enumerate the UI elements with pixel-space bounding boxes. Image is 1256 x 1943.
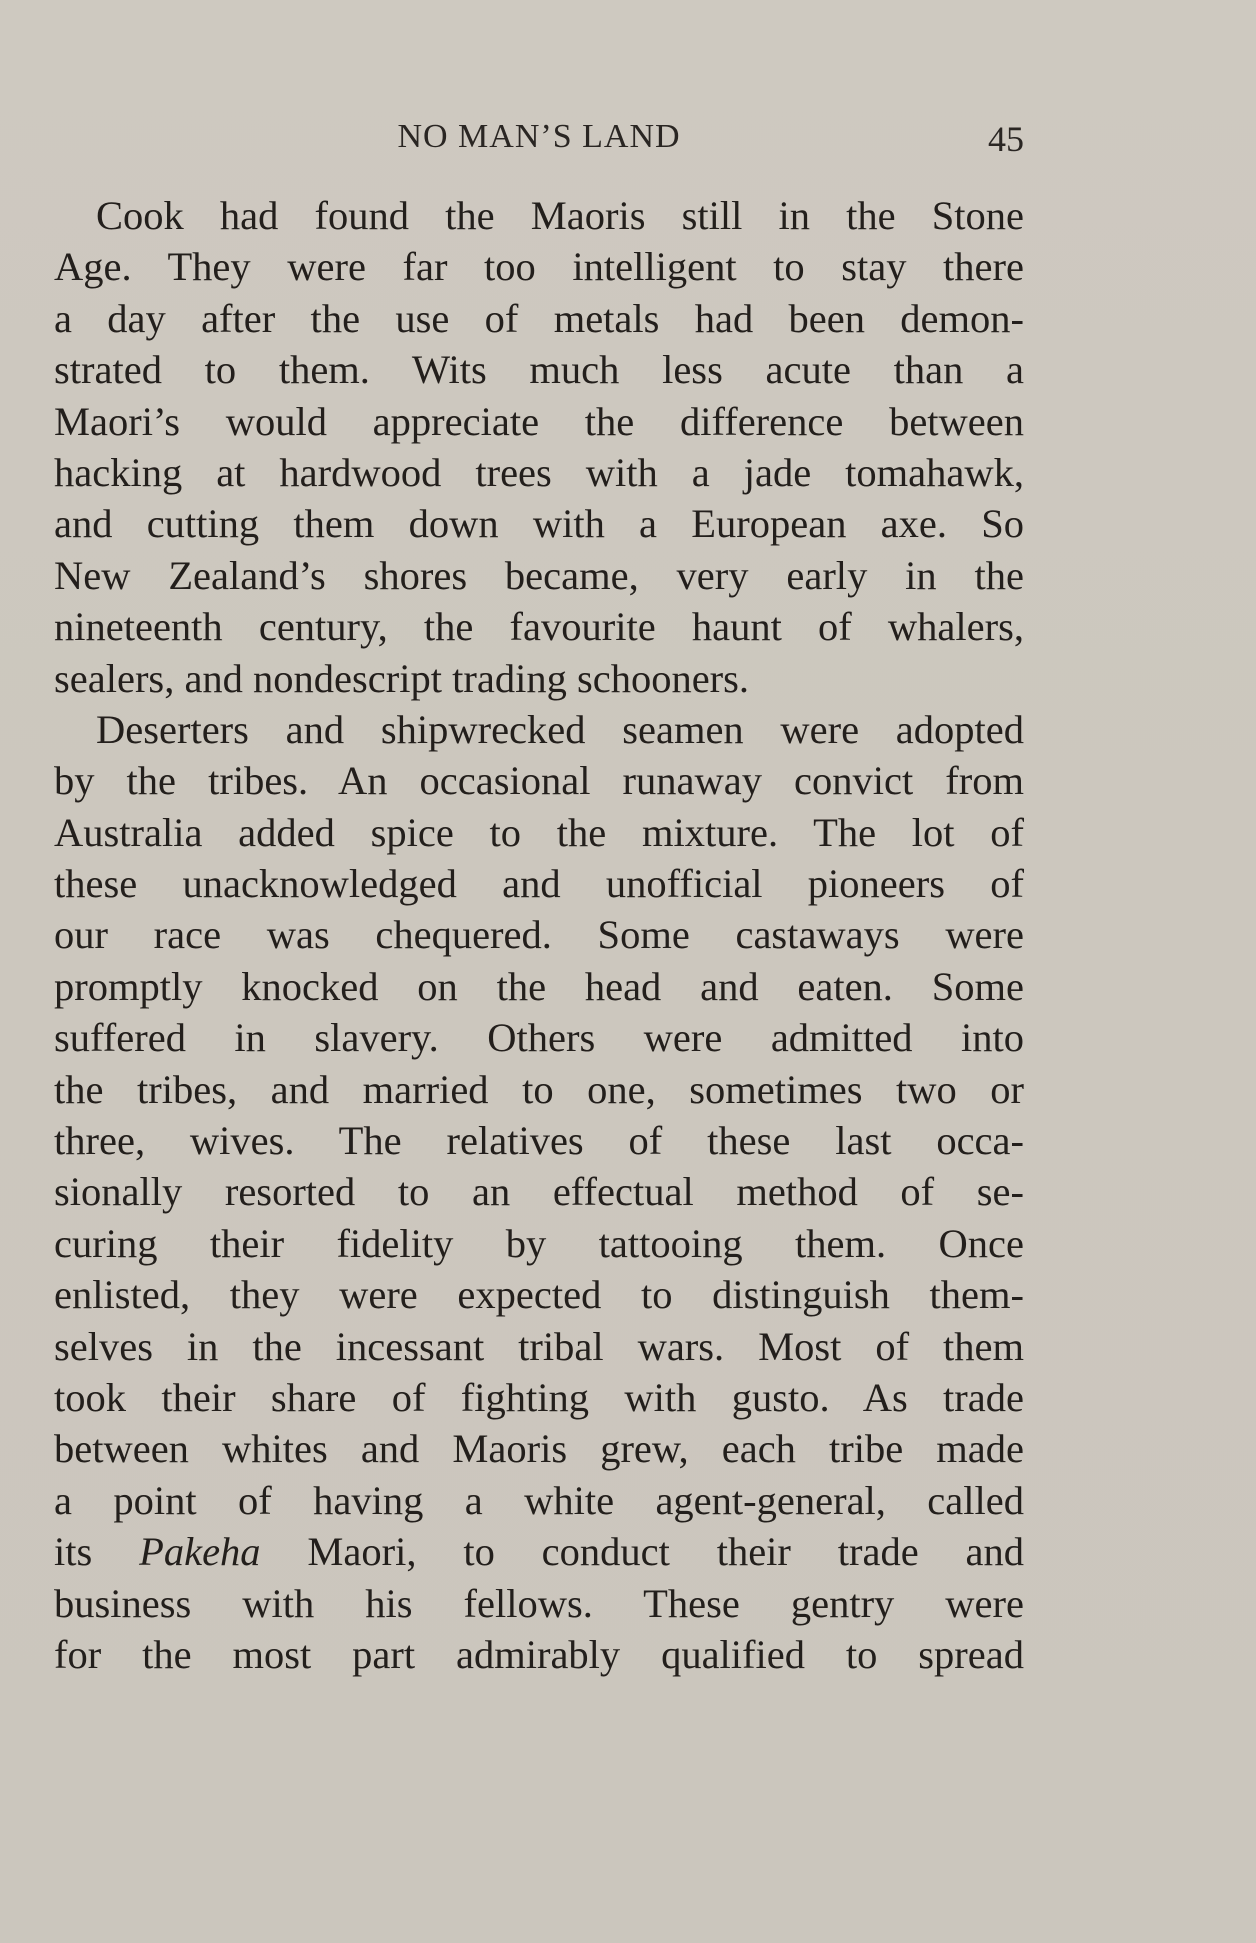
italic-word-pakeha: Pakeha bbox=[139, 1529, 261, 1575]
text-line: took their share of fighting with gusto. As trade bbox=[54, 1374, 1024, 1420]
text-line: Age. They were far too intelligent to stay there bbox=[54, 244, 1024, 290]
text-line: a day after the use of metals had been demon- bbox=[54, 295, 1024, 341]
text-line: curing their fidelity by tattooing them. Once bbox=[54, 1220, 1024, 1266]
text-line-start: its bbox=[54, 1529, 140, 1575]
text-line: suffered in slavery. Others were admitted into bbox=[54, 1015, 1024, 1061]
text-line: Deserters and shipwrecked seamen were adopted bbox=[96, 706, 1024, 752]
text-line: and cutting them down with a European axe. So bbox=[54, 501, 1024, 547]
text-line: three, wives. The relatives of these last occa- bbox=[54, 1118, 1024, 1164]
text-line: Maori’s would appreciate the difference between bbox=[54, 398, 1024, 444]
text-line: nineteenth century, the favourite haunt of whalers, bbox=[54, 604, 1024, 650]
text-line: Australia added spice to the mixture. The lot of bbox=[54, 809, 1024, 855]
text-line: Cook had found the Maoris still in the Stone bbox=[96, 193, 1024, 238]
text-line: hacking at hardwood trees with a jade tomahawk, bbox=[54, 449, 1024, 495]
text-line: our race was chequered. Some castaways were bbox=[54, 912, 1024, 958]
body-text bbox=[54, 190, 1024, 1680]
text-line: between whites and Maoris grew, each tribe made bbox=[54, 1426, 1024, 1472]
text-line: promptly knocked on the head and eaten. Some bbox=[54, 963, 1024, 1009]
text-line: enlisted, they were expected to distinguish them- bbox=[54, 1272, 1024, 1318]
text-line: sionally resorted to an effectual method of se- bbox=[54, 1169, 1024, 1215]
text-line: these unacknowledged and unofficial pioneers of bbox=[54, 861, 1024, 907]
text-line: for the most part admirably qualified to spread bbox=[54, 1631, 1024, 1677]
text-line: the tribes, and married to one, sometimes two or bbox=[54, 1066, 1024, 1112]
text-line: selves in the incessant tribal wars. Most of them bbox=[54, 1323, 1024, 1369]
text-line: sealers, and nondescript trading schooners. bbox=[54, 655, 750, 701]
text-line: a point of having a white agent-general, called bbox=[54, 1477, 1024, 1523]
text-line-end: Maori, to conduct their trade and bbox=[260, 1529, 1024, 1575]
text-line bbox=[54, 1526, 1024, 1577]
text-line: strated to them. Wits much less acute than a bbox=[54, 347, 1024, 393]
page-number: 45 bbox=[988, 119, 1024, 159]
running-head-title: NO MAN’S LAND bbox=[397, 118, 681, 155]
text-line: by the tribes. An occasional runaway convict from bbox=[54, 758, 1024, 804]
text-line: business with his fellows. These gentry were bbox=[54, 1580, 1024, 1626]
running-head bbox=[54, 112, 1024, 162]
text-line: New Zealand’s shores became, very early in the bbox=[54, 552, 1024, 598]
